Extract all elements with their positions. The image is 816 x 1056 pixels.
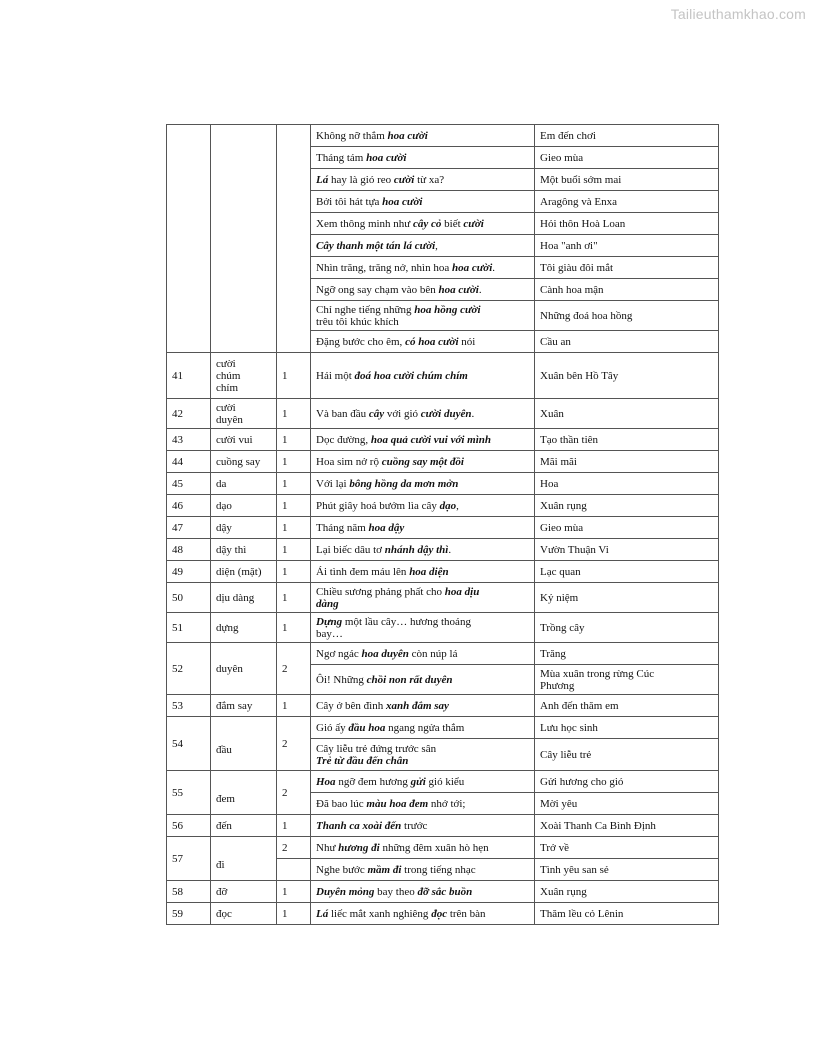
highlight-text: hoa hồng cười (414, 303, 481, 316)
highlight-text: cười duyên (420, 407, 472, 420)
verse-cell (311, 665, 535, 695)
poem-cell: Aragông và Enxa (535, 191, 719, 213)
word-cell (211, 353, 277, 399)
number-cell: 59 (167, 903, 211, 925)
verse-cell (311, 279, 535, 301)
verse-cell (311, 717, 535, 739)
verse-text: Gió ấy (316, 721, 349, 734)
highlight-text: Lá (316, 173, 329, 186)
highlight-text: chồi non rất duyên (366, 673, 453, 686)
count-cell: 2 (277, 717, 311, 771)
highlight-text: hoa cười (451, 261, 493, 274)
poem-cell: Xuân rụng (535, 495, 719, 517)
word-text: duyên (216, 413, 243, 426)
poem-cell: Xuân rụng (535, 881, 719, 903)
highlight-text: hoa quả cười vui với mình (370, 433, 492, 446)
poem-cell (535, 665, 719, 695)
word-cell (211, 881, 277, 903)
poem-cell: Hoa (535, 473, 719, 495)
poem-cell: Trăng (535, 643, 719, 665)
highlight-text: bông hồng da mơn mởn (349, 477, 459, 490)
count-cell: 1 (277, 517, 311, 539)
table-row (167, 517, 719, 539)
poem-cell: Thăm lều cỏ Lênin (535, 903, 719, 925)
poem-cell: Mãi mãi (535, 451, 719, 473)
table-row (167, 353, 719, 399)
verse-text: , (435, 239, 438, 252)
verse-text: Đã bao lúc (316, 797, 367, 810)
word-text: chím (216, 381, 238, 394)
highlight-text: hoa cười (438, 283, 479, 296)
verse-text: Ngơ ngác (316, 647, 362, 660)
verse-cell (311, 125, 535, 147)
number-cell: 48 (167, 539, 211, 561)
poem-cell: Cây liễu trẻ (535, 739, 719, 771)
verse-text: Và ban đầu (316, 407, 369, 420)
watermark: Tailieuthamkhao.com (670, 6, 806, 22)
verse-cell (311, 191, 535, 213)
verse-cell (311, 539, 535, 561)
highlight-text: Trẻ từ đầu đến chân (316, 754, 409, 767)
verse-cell (311, 473, 535, 495)
word-cell (211, 613, 277, 643)
count-cell: 1 (277, 451, 311, 473)
count-cell: 2 (277, 837, 311, 859)
count-cell: 1 (277, 429, 311, 451)
verse-text: Tháng năm (316, 521, 369, 534)
verse-cell (311, 815, 535, 837)
highlight-text: hoa duyên (361, 647, 409, 660)
poem-cell: Tạo thần tiên (535, 429, 719, 451)
count-cell (277, 859, 311, 881)
verse-text: Phút giây hoá bướm lìa cây (316, 499, 440, 512)
number-cell: 50 (167, 583, 211, 613)
table-row (167, 399, 719, 429)
poem-cell: Một buổi sớm mai (535, 169, 719, 191)
number-cell (167, 125, 211, 353)
verse-text: Hoa sim nở rộ (316, 455, 382, 468)
count-cell: 1 (277, 353, 311, 399)
poem-cell: Tôi giàu đôi mắt (535, 257, 719, 279)
word-text: cười (216, 357, 236, 370)
verse-text: Lại biếc dâu tơ (316, 543, 385, 556)
word-text: đầu (216, 743, 232, 756)
highlight-text: dàng (316, 597, 339, 610)
verse-cell (311, 561, 535, 583)
highlight-text: có hoa cười (405, 335, 459, 348)
word-cell (211, 695, 277, 717)
verse-text: trên bàn (447, 907, 486, 920)
table-row (167, 561, 719, 583)
table-row (167, 643, 719, 665)
highlight-text: Duyên mỏng (316, 885, 375, 898)
count-cell: 1 (277, 399, 311, 429)
number-cell: 54 (167, 717, 211, 771)
verse-text: bay… (316, 627, 343, 640)
highlight-text: đầu hoa (348, 721, 386, 734)
highlight-text: đỡ sắc buồn (417, 885, 473, 898)
highlight-text: hương đi (338, 841, 380, 854)
highlight-text: Dựng (316, 615, 343, 628)
number-cell: 49 (167, 561, 211, 583)
verse-text: Đặng bước cho êm, (316, 335, 406, 348)
word-text: đắm say (216, 699, 253, 712)
poem-cell: Lạc quan (535, 561, 719, 583)
table-row (167, 881, 719, 903)
highlight-text: Cây thanh một tán lá cười (316, 239, 436, 252)
verse-text: biết (441, 217, 464, 230)
poem-cell: Cầu an (535, 331, 719, 353)
count-cell: 1 (277, 695, 311, 717)
verse-text: . (492, 261, 496, 274)
word-cell (211, 643, 277, 695)
table-row (167, 495, 719, 517)
verse-text: Nghe bước (316, 863, 368, 876)
table-row (167, 125, 719, 147)
word-cell (211, 771, 277, 815)
verse-cell (311, 583, 535, 613)
poem-cell: Anh đến thăm em (535, 695, 719, 717)
verse-text: Với lại (316, 477, 350, 490)
verse-cell (311, 643, 535, 665)
number-cell: 52 (167, 643, 211, 695)
highlight-text: hoa cười (387, 129, 428, 142)
highlight-text: xanh đắm say (385, 699, 449, 712)
table-row (167, 771, 719, 793)
verse-text: ngang ngửa thắm (385, 721, 465, 734)
highlight-text: đọc (431, 907, 448, 920)
word-text: dịu dàng (216, 591, 255, 604)
highlight-text: hoa diện (409, 565, 449, 578)
count-cell: 2 (277, 643, 311, 695)
verse-text: hay là gió reo (328, 173, 394, 186)
verse-cell (311, 169, 535, 191)
word-text: dựng (216, 621, 239, 634)
number-cell: 43 (167, 429, 211, 451)
count-cell: 1 (277, 583, 311, 613)
poem-cell: Gieo mùa (535, 147, 719, 169)
verse-cell (311, 517, 535, 539)
word-text: dạo (216, 499, 232, 512)
highlight-text: cây (368, 407, 385, 420)
number-cell: 46 (167, 495, 211, 517)
verse-text: . (478, 283, 482, 296)
word-text: đi (216, 858, 225, 871)
word-cell (211, 473, 277, 495)
highlight-text: hoa dịu (444, 585, 480, 598)
number-cell: 42 (167, 399, 211, 429)
verse-text: một lầu cây… hương thoáng (342, 615, 471, 628)
highlight-text: gửi (410, 775, 426, 788)
highlight-text: Lá (316, 907, 329, 920)
word-cell (211, 429, 277, 451)
word-cell (211, 583, 277, 613)
verse-text: liếc mắt xanh nghiêng (328, 907, 432, 920)
verse-text: trong tiếng nhạc (401, 863, 476, 876)
verse-cell (311, 399, 535, 429)
verse-text: , (456, 499, 459, 512)
poem-cell: Kỷ niệm (535, 583, 719, 613)
verse-cell (311, 353, 535, 399)
highlight-text: cây cỏ (413, 217, 442, 230)
table-row (167, 451, 719, 473)
poem-cell: Xuân (535, 399, 719, 429)
number-cell: 44 (167, 451, 211, 473)
poem-cell: Những đoá hoa hồng (535, 301, 719, 331)
poem-text: Phương (540, 679, 575, 692)
verse-text: gió kiểu (425, 775, 465, 788)
verse-cell (311, 695, 535, 717)
verse-text: với gió (384, 407, 421, 420)
verse-cell (311, 257, 535, 279)
word-cell (211, 561, 277, 583)
word-cell (211, 717, 277, 771)
word-cell (211, 517, 277, 539)
verse-text: Cây ở bên đình (316, 699, 386, 712)
poem-cell: Xoài Thanh Ca Bình Định (535, 815, 719, 837)
word-text: cười (216, 401, 236, 414)
verse-text: nhớ tới; (428, 797, 466, 810)
table-row (167, 837, 719, 859)
number-cell: 58 (167, 881, 211, 903)
table-row (167, 613, 719, 643)
count-cell: 1 (277, 473, 311, 495)
number-cell: 51 (167, 613, 211, 643)
verse-cell (311, 451, 535, 473)
count-cell: 1 (277, 815, 311, 837)
verse-cell (311, 235, 535, 257)
verse-cell (311, 881, 535, 903)
count-cell (277, 125, 311, 353)
verse-text: những đêm xuân hò hẹn (379, 841, 489, 854)
highlight-text: hoa cười (382, 195, 423, 208)
verse-cell (311, 429, 535, 451)
verse-cell (311, 739, 535, 771)
poem-cell: Em đến chơi (535, 125, 719, 147)
verse-cell (311, 837, 535, 859)
word-text: đến (216, 819, 232, 832)
verse-text: Cây liễu trẻ đứng trước sân (316, 742, 437, 755)
table-row (167, 539, 719, 561)
verse-text: Nhìn trăng, trăng nở, nhìn hoa (316, 261, 452, 274)
word-usage-table (166, 124, 719, 925)
verse-cell (311, 903, 535, 925)
highlight-text: nhánh dậy thì (384, 543, 449, 556)
word-text: đem (216, 792, 235, 805)
number-cell: 53 (167, 695, 211, 717)
table-row (167, 473, 719, 495)
verse-text: . (448, 543, 452, 556)
verse-text: Như (316, 841, 339, 854)
verse-cell (311, 495, 535, 517)
highlight-text: dạo (439, 499, 457, 512)
word-cell (211, 495, 277, 517)
word-text: chúm (216, 369, 241, 382)
table-row (167, 815, 719, 837)
word-text: dậy thì (216, 543, 247, 556)
verse-text: Chiều sương phảng phất cho (316, 585, 445, 598)
word-cell (211, 815, 277, 837)
poem-cell: Xuân bên Hồ Tây (535, 353, 719, 399)
verse-text: bay theo (374, 885, 418, 898)
poem-cell: Cành hoa mận (535, 279, 719, 301)
number-cell: 47 (167, 517, 211, 539)
count-cell: 1 (277, 903, 311, 925)
verse-text: ngỡ đem hương (335, 775, 411, 788)
verse-text: . (471, 407, 475, 420)
poem-cell: Hỏi thôn Hoà Loan (535, 213, 719, 235)
word-text: đỡ (216, 885, 228, 898)
verse-cell (311, 771, 535, 793)
number-cell: 55 (167, 771, 211, 815)
highlight-text: mầm đi (367, 863, 402, 876)
word-cell (211, 539, 277, 561)
verse-text: Dọc đường, (316, 433, 371, 446)
count-cell: 1 (277, 561, 311, 583)
word-text: cười vui (216, 433, 253, 446)
highlight-text: đoá hoa cười chúm chím (354, 369, 468, 382)
verse-text: Không nỡ thắm (316, 129, 388, 142)
poem-cell: Trở về (535, 837, 719, 859)
verse-text: Ngỡ ong say chạm vào bên (316, 283, 439, 296)
word-cell (211, 399, 277, 429)
highlight-text: hoa cười (366, 151, 407, 164)
verse-text: Xem thông minh như (316, 217, 414, 230)
number-cell: 57 (167, 837, 211, 881)
highlight-text: cuồng say một đồi (381, 455, 464, 468)
highlight-text: cười (463, 217, 484, 230)
verse-text: Ái tình đem máu lên (316, 565, 410, 578)
poem-cell: Gieo mùa (535, 517, 719, 539)
poem-cell: Vườn Thuận Vi (535, 539, 719, 561)
number-cell: 56 (167, 815, 211, 837)
word-text: dậy (216, 521, 232, 534)
word-cell (211, 903, 277, 925)
count-cell: 1 (277, 495, 311, 517)
word-cell (211, 451, 277, 473)
verse-cell (311, 793, 535, 815)
count-cell: 1 (277, 613, 311, 643)
number-cell: 45 (167, 473, 211, 495)
count-cell: 2 (277, 771, 311, 815)
count-cell: 1 (277, 539, 311, 561)
word-cell (211, 125, 277, 353)
word-text: da (216, 477, 227, 490)
highlight-text: hoa dậy (368, 521, 405, 534)
poem-cell: Hoa "anh ơi" (535, 235, 719, 257)
word-text: đọc (216, 907, 232, 920)
table-row (167, 583, 719, 613)
poem-cell: Gửi hương cho gió (535, 771, 719, 793)
verse-text: Bởi tôi hát tựa (316, 195, 383, 208)
poem-cell: Lưu học sinh (535, 717, 719, 739)
number-cell: 41 (167, 353, 211, 399)
verse-text: Hái một (316, 369, 355, 382)
word-text: diện (mặt) (216, 565, 262, 578)
verse-text: còn núp lá (408, 647, 458, 660)
highlight-text: Hoa (316, 775, 336, 788)
verse-cell (311, 213, 535, 235)
poem-cell: Trồng cây (535, 613, 719, 643)
highlight-text: Thanh ca xoài đến (316, 819, 402, 832)
table-row (167, 429, 719, 451)
poem-text: Mùa xuân trong rừng Cúc (540, 667, 655, 680)
word-cell (211, 837, 277, 881)
count-cell: 1 (277, 881, 311, 903)
verse-text: trêu tôi khúc khích (316, 315, 399, 328)
table-row (167, 903, 719, 925)
verse-text: nói (458, 335, 476, 348)
table-row (167, 695, 719, 717)
poem-cell: Tình yêu san sẻ (535, 859, 719, 881)
verse-cell (311, 147, 535, 169)
verse-text: Chỉ nghe tiếng những (316, 303, 415, 316)
verse-cell (311, 859, 535, 881)
verse-cell (311, 301, 535, 331)
poem-cell: Mời yêu (535, 793, 719, 815)
verse-text: trước (401, 819, 428, 832)
highlight-text: cười (393, 173, 415, 186)
verse-text: Tháng tám (316, 151, 367, 164)
verse-cell (311, 331, 535, 353)
word-text: cuồng say (216, 455, 261, 468)
verse-text: từ xa? (414, 173, 445, 186)
highlight-text: màu hoa đem (366, 797, 429, 810)
table-row (167, 717, 719, 739)
verse-cell (311, 613, 535, 643)
verse-text: Ôi! Những (316, 673, 367, 686)
word-text: duyên (216, 662, 243, 675)
